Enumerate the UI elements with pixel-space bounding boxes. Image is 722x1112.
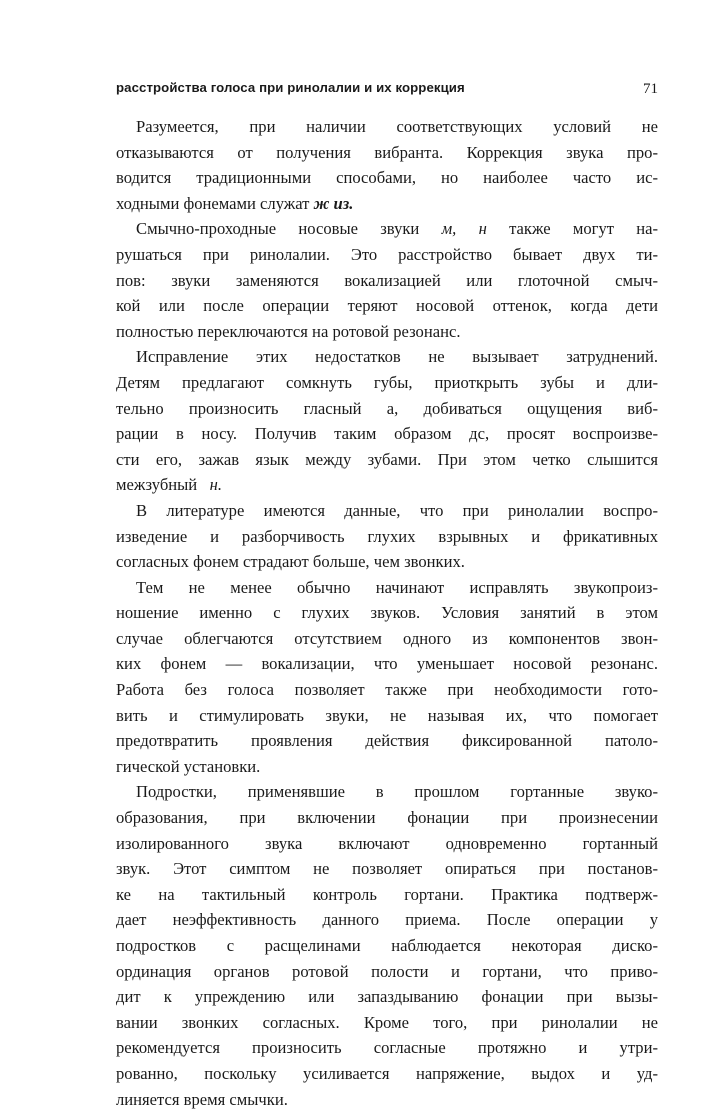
sound-emphasis: н. [209, 475, 223, 495]
text-line: Разумеется, при наличии соответствующих условий не [136, 117, 658, 136]
text-line: отказываются от получения вибранта. Коррекция звука про- [116, 142, 658, 162]
body-text [116, 114, 658, 1112]
page-header [116, 80, 658, 100]
text-fragment: ходными фонемами служат [116, 193, 310, 213]
text-line: рации в носу. Получив таким образом дс, просят воспроизве- [116, 424, 658, 444]
text-line: подростков с расщелинами наблюдается некоторая диско- [116, 936, 658, 955]
text-line: рованно, поскольку усиливается напряжение, выдох и уд- [116, 1063, 658, 1083]
text-line: Тем не менее обычно начинают исправлять звукопроиз- [136, 577, 658, 597]
text-line: сти его, зажав язык между зубами. При этом четко слышится [116, 449, 658, 469]
text-line: линяется время смычки. [116, 1089, 288, 1109]
text-line: образования, при включении фонации при произнесении [116, 808, 658, 828]
text-line: ких фонем — вокализации, что уменьшает носовой резонанс. [116, 654, 658, 674]
text-line: водится традиционными способами, но наиболее часто ис- [116, 168, 658, 188]
text-line: ординация органов ротовой полости и гортани, что приво- [116, 961, 658, 981]
text-line: согласных фонем страдают больше, чем звонких. [116, 552, 465, 572]
text-line: кой или после операции теряют носовой оттенок, когда дети [116, 296, 658, 316]
text-fragment: также могут на- [509, 219, 659, 239]
text-line: дит к упреждению или запаздыванию фонации при вызы- [116, 987, 658, 1007]
text-line: ношение именно с глухих звуков. Условия занятий в этом [116, 603, 658, 623]
text-line: тельно произносить гласный а, добиваться ощущения виб- [116, 398, 658, 418]
text-line: случае облегчаются отсутствием одного из компонентов звон- [116, 628, 658, 648]
sound-emphasis: м, н [441, 219, 487, 239]
text-line: Детям предлагают сомкнуть губы, приоткрыть зубы и дли- [116, 372, 658, 392]
page-number: 71 [643, 81, 658, 97]
text-line [116, 472, 658, 498]
text-line: вить и стимулировать звуки, не называя их, что помогает [116, 705, 658, 725]
text-line: Подростки, применявшие в прошлом гортанные звуко- [136, 782, 658, 802]
phoneme-emphasis: ж из. [313, 193, 354, 213]
text-line: пов: звуки заменяются вокализацией или глоточной смыч- [116, 270, 658, 290]
text-line: рекомендуется произносить согласные протяжно и утри- [116, 1038, 658, 1058]
text-line: изведение и разборчивость глухих взрывных и фрикативных [116, 526, 658, 546]
text-line: Исправление этих недостатков не вызывает затруднений. [136, 347, 658, 367]
text-line: вании звонких согласных. Кроме того, при ринолалии не [116, 1012, 658, 1032]
text-fragment: Смычно-проходные носовые звуки [136, 219, 420, 239]
text-line: В литературе имеются данные, что при ринолалии воспро- [136, 500, 658, 520]
text-line: рушаться при ринолалии. Это расстройство бывает двух ти- [116, 244, 658, 264]
text-line [116, 216, 658, 242]
running-title: расстройства голоса при ринолалии и их коррекция [116, 80, 465, 95]
text-fragment: межзубный [116, 475, 198, 495]
text-line: звук. Этот симптом не позволяет опираться при постанов- [116, 859, 658, 879]
text-line: предотвратить проявления действия фиксированной патоло- [116, 731, 658, 751]
text-line: гической установки. [116, 756, 261, 776]
text-line: изолированного звука включают одновременно гортанный [116, 833, 658, 853]
text-line: ке на тактильный контроль гортани. Практика подтверж- [116, 884, 658, 904]
text-line: полностью переключаются на ротовой резонанс. [116, 321, 461, 341]
text-line [116, 191, 658, 217]
text-line: дает неэффективность данного приема. После операции у [116, 910, 658, 930]
text-line: Работа без голоса позволяет также при необходимости гото- [116, 680, 658, 700]
